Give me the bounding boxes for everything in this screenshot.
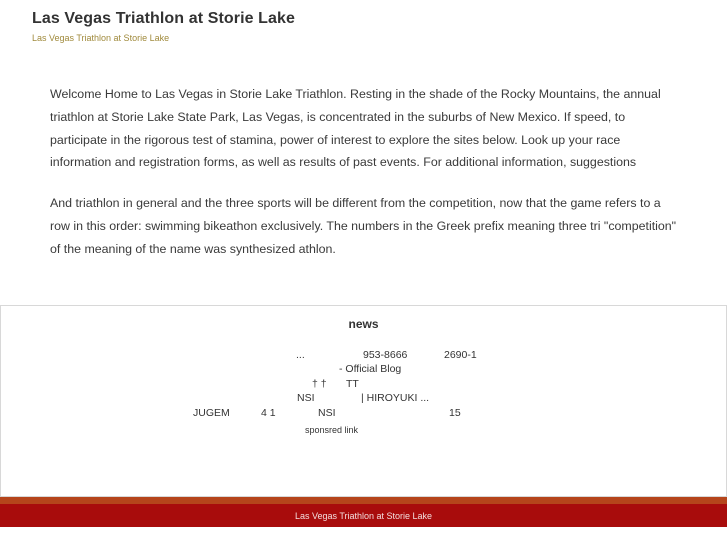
news-fragment[interactable]: 953-8666 bbox=[363, 349, 408, 361]
news-fragment[interactable]: 15 bbox=[449, 407, 461, 419]
footer-stripe bbox=[0, 497, 727, 504]
site-header bbox=[32, 10, 295, 43]
footer-text: Las Vegas Triathlon at Storie Lake bbox=[294, 510, 433, 521]
news-title: news bbox=[348, 317, 379, 331]
news-fragment[interactable]: 4 1 bbox=[261, 407, 276, 419]
news-fragment[interactable]: NSI bbox=[318, 407, 336, 419]
news-fragment[interactable]: - Official Blog bbox=[339, 363, 402, 375]
site-tagline: Las Vegas Triathlon at Storie Lake bbox=[32, 33, 170, 43]
news-box bbox=[0, 305, 727, 497]
news-fragment[interactable]: † † bbox=[312, 378, 327, 390]
news-fragment[interactable]: 2690-1 bbox=[444, 349, 477, 361]
sponsored-link[interactable]: sponsred link bbox=[305, 425, 359, 435]
news-fragment[interactable]: TT bbox=[346, 378, 359, 390]
news-fragment[interactable]: JUGEM bbox=[193, 407, 230, 419]
main-content bbox=[50, 83, 680, 261]
triathlon-paragraph: And triathlon in general and the three sports will be different from the competition, now that the game refers to a row in this order: swimming bikeathon exclusively. The numbers in the Greek prefix meaning three tri "competition" of the meaning of the name was synthesized athlon. bbox=[50, 196, 677, 256]
news-fragment[interactable]: | HIROYUKI ... bbox=[361, 392, 430, 404]
footer bbox=[0, 504, 727, 527]
site-title[interactable]: Las Vegas Triathlon at Storie Lake bbox=[32, 10, 296, 27]
intro-paragraph: Welcome Home to Las Vegas in Storie Lake Triathlon. Resting in the shade of the Rocky Mountains, the annual triathlon at Storie Lake State Park, Las Vegas, is concentrated in the suburbs of New Mexico. If speed, to participate in the rigorous test of stamina, power of interest to explore the sites below. Look up your race information and registration forms, as well as results of past events. For additional information, suggestions bbox=[50, 87, 661, 170]
news-fragment[interactable]: ... bbox=[296, 349, 305, 361]
news-fragment[interactable]: NSI bbox=[297, 392, 315, 404]
